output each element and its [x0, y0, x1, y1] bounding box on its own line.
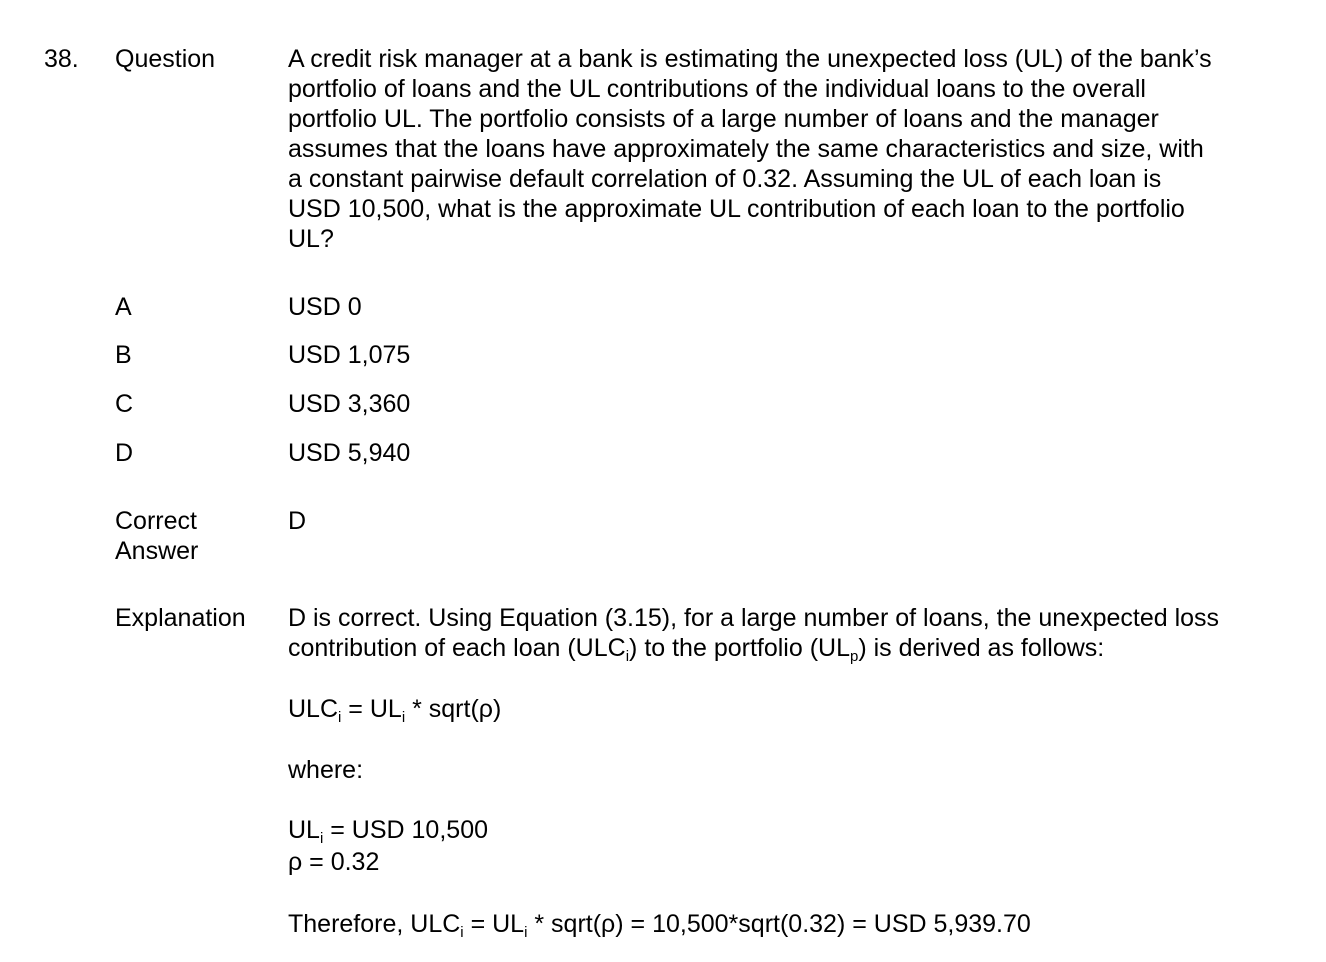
where-text: where:: [288, 756, 364, 784]
question-label: Question: [115, 45, 216, 73]
definition-text: = USD 10,500: [323, 816, 488, 844]
therefore-text: * sqrt(ρ) = 10,500*sqrt(0.32) = USD 5,939.70: [527, 910, 1031, 938]
subscript: i: [524, 924, 528, 941]
option-c-letter: C: [115, 390, 134, 418]
definition-ul: [288, 815, 488, 845]
subscript: i: [625, 648, 630, 665]
explanation-label: Explanation: [115, 604, 246, 632]
correct-answer-value: D: [288, 507, 307, 535]
therefore-line: [288, 909, 1031, 939]
formula: [288, 694, 501, 724]
correct-answer-label: [115, 506, 198, 566]
option-d-text: USD 5,940: [288, 439, 411, 467]
subscript: i: [338, 709, 342, 726]
question-line: USD 10,500, what is the approximate UL contribution of each loan to the portfolio: [288, 195, 1185, 223]
explanation-text: ) is derived as follows:: [858, 634, 1105, 662]
subscript: i: [319, 830, 324, 847]
option-d-letter: D: [115, 439, 134, 467]
option-c-text: USD 3,360: [288, 390, 411, 418]
question-number: 38.: [44, 45, 79, 73]
correct-answer-label-line1: Correct: [115, 507, 197, 535]
explanation-text: ) to the portfolio (UL: [629, 634, 850, 662]
formula-text: * sqrt(ρ): [405, 695, 502, 723]
subscript: i: [460, 924, 464, 941]
therefore-text: Therefore, ULC: [288, 910, 461, 938]
option-a-text: USD 0: [288, 293, 362, 321]
subscript: p: [849, 648, 859, 665]
question-line: a constant pairwise default correlation of 0.32. Assuming the UL of each loan is: [288, 165, 1162, 193]
formula-text: ULC: [288, 695, 339, 723]
explanation-line2: [288, 633, 1104, 663]
option-a-letter: A: [115, 293, 132, 321]
question-line: UL?: [288, 225, 334, 253]
question-line: portfolio of loans and the UL contributions of the individual loans to the overall: [288, 75, 1146, 103]
definition-text: UL: [288, 816, 320, 844]
explanation-text: contribution of each loan (ULC: [288, 634, 626, 662]
formula-text: = UL: [341, 695, 402, 723]
subscript: i: [401, 709, 406, 726]
therefore-text: = UL: [463, 910, 525, 938]
explanation-line1: D is correct. Using Equation (3.15), for a large number of loans, the unexpected loss: [288, 604, 1220, 632]
option-b-letter: B: [115, 341, 132, 369]
correct-answer-label-line2: Answer: [115, 537, 199, 565]
definition-rho: ρ = 0.32: [288, 848, 380, 876]
question-line: assumes that the loans have approximately the same characteristics and size, with: [288, 135, 1204, 163]
question-line: portfolio UL. The portfolio consists of a large number of loans and the manager: [288, 105, 1159, 133]
question-text: [288, 44, 1278, 254]
option-b-text: USD 1,075: [288, 341, 411, 369]
question-line: A credit risk manager at a bank is estimating the unexpected loss (UL) of the bank’s: [288, 45, 1212, 73]
